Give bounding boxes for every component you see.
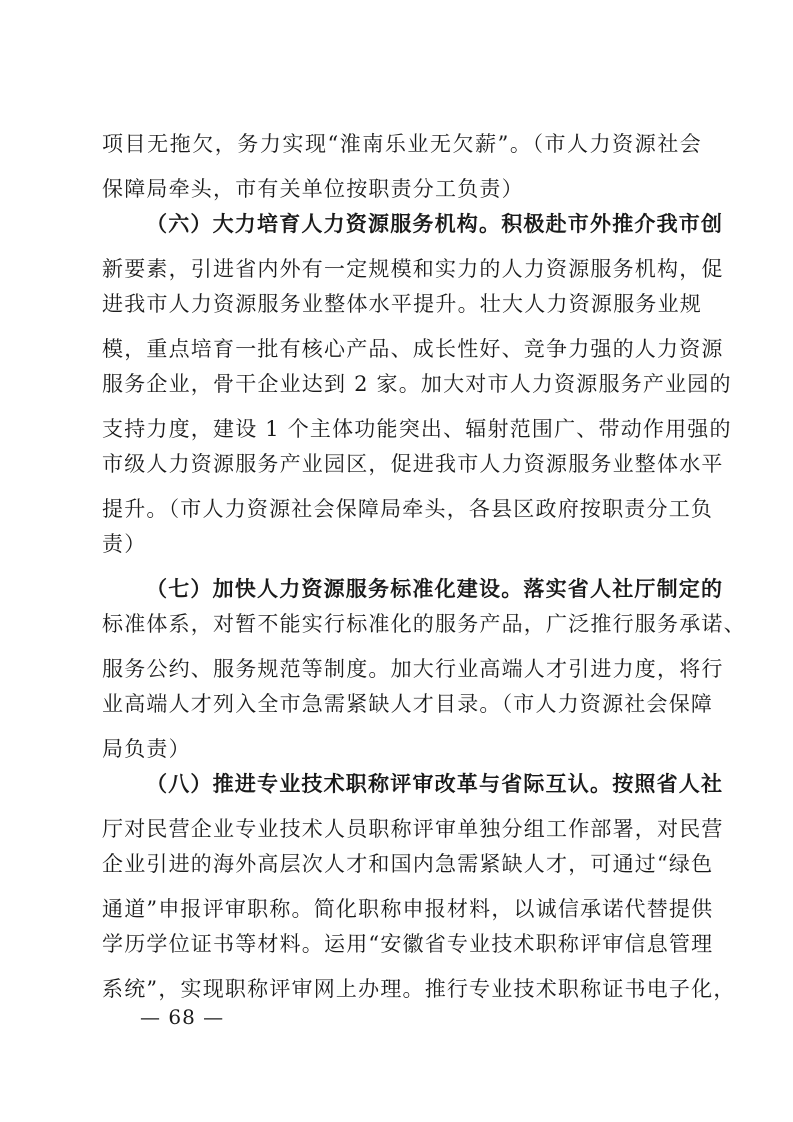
section-heading-line: （六）大力培育人力资源服务机构。积极赴市外推介我市创 xyxy=(146,212,724,236)
text-line: 通道”申报评审职称。简化职称申报材料，以诚信承诺代替提供 xyxy=(102,897,714,921)
text-line: 局负责） xyxy=(102,737,191,761)
text-line: 进我市人力资源服务业整体水平提升。壮大人力资源服务业规 xyxy=(102,292,702,316)
text-line: 新要素，引进省内外有一定规模和实力的人力资源服务机构，促 xyxy=(102,257,724,281)
text-line: 企业引进的海外高层次人才和国内急需紧缺人才，可通过“绿色 xyxy=(102,852,714,876)
text-line: 责） xyxy=(102,532,147,556)
section-heading-line: （七）加快人力资源服务标准化建设。落实省人社厅制定的 xyxy=(146,577,724,601)
text-line: 项目无拖欠，务力实现“淮南乐业无欠薪”。（市人力资源社会 xyxy=(102,132,702,156)
text-line: 厅对民营企业专业技术人员职称评审单独分组工作部署，对民营 xyxy=(102,817,724,841)
text-line: 服务公约、服务规范等制度。加大行业高端人才引进力度，将行 xyxy=(102,657,724,681)
text-line: 市级人力资源服务产业园区，促进我市人力资源服务业整体水平 xyxy=(102,452,724,476)
page-number: — 68 — xyxy=(140,1005,225,1029)
text-line: 系统”，实现职称评审网上办理。推行专业技术职称证书电子化， xyxy=(102,977,736,1001)
text-line: 标准体系，对暂不能实行标准化的服务产品，广泛推行服务承诺、 xyxy=(102,612,746,636)
text-line: 支持力度，建设 1 个主体功能突出、辐射范围广、带动作用强的 xyxy=(102,417,732,441)
text-line: 保障局牵头，市有关单位按职责分工负责） xyxy=(102,177,524,201)
text-line: 模，重点培育一批有核心产品、成长性好、竞争力强的人力资源 xyxy=(102,337,724,361)
text-line: 业高端人才列入全市急需紧缺人才目录。（市人力资源社会保障 xyxy=(102,692,714,716)
section-heading-line: （八）推进专业技术职称评审改革与省际互认。按照省人社 xyxy=(146,772,724,796)
text-line: 学历学位证书等材料。运用“安徽省专业技术职称评审信息管理 xyxy=(102,932,714,956)
text-line: 服务企业，骨干企业达到 2 家。加大对市人力资源服务产业园的 xyxy=(102,372,732,396)
text-line: 提升。（市人力资源社会保障局牵头，各县区政府按职责分工负 xyxy=(102,497,714,521)
